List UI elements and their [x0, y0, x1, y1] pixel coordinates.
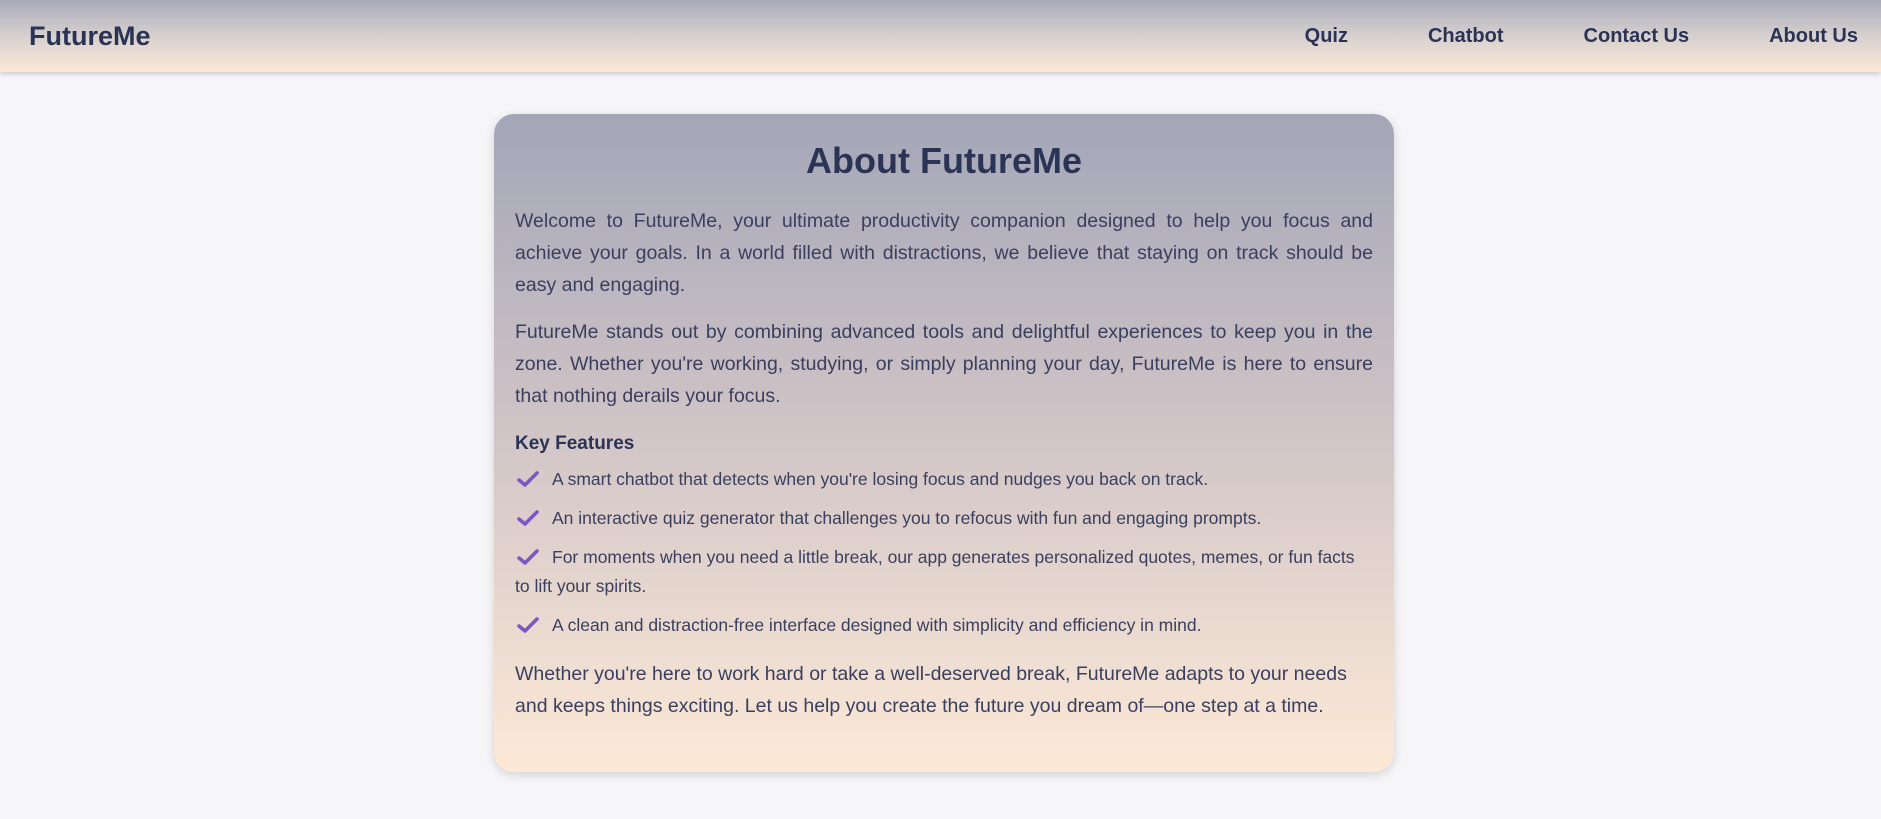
intro-paragraph: Welcome to FutureMe, your ultimate productivity companion designed to help you focus and achieve your goals. In a world filled with distractions, we believe that staying on track should be easy and engaging. — [515, 210, 1373, 297]
features-heading: Key Features — [515, 433, 635, 455]
top-navbar — [0, 0, 1881, 72]
nav-link-chatbot[interactable]: Chatbot — [1427, 24, 1504, 47]
feature-item — [515, 611, 1373, 640]
nav-link-about-us[interactable]: About Us — [1769, 24, 1858, 47]
feature-text: For moments when you need a little break, our app generates personalized quotes, memes, or fun facts to lift your spirits. — [515, 547, 1355, 597]
feature-item — [515, 543, 1373, 601]
feature-item — [515, 504, 1373, 533]
brand-logo[interactable]: FutureMe — [29, 20, 151, 51]
nav-link-contact-us[interactable]: Contact Us — [1583, 24, 1690, 47]
description-paragraph: FutureMe stands out by combining advanced tools and delightful experiences to keep you in the zone. Whether you're working, studying, or simply planning your day, FutureMe is here to ensure that nothing derails your focus. — [515, 321, 1373, 408]
feature-text: A smart chatbot that detects when you're losing focus and nudges you back on track. — [552, 469, 1209, 490]
feature-text: An interactive quiz generator that challenges you to refocus with fun and engaging prompts. — [552, 508, 1262, 529]
main-nav — [1305, 25, 1858, 48]
about-card — [494, 114, 1394, 772]
features-list — [515, 465, 1373, 640]
page-title: About FutureMe — [806, 140, 1082, 181]
check-icon — [517, 617, 539, 633]
check-icon — [517, 510, 539, 526]
nav-link-quiz[interactable]: Quiz — [1304, 24, 1348, 47]
feature-text: A clean and distraction-free interface designed with simplicity and efficiency in mind. — [552, 615, 1202, 636]
check-icon — [517, 471, 539, 487]
feature-item — [515, 465, 1373, 494]
check-icon — [517, 549, 539, 565]
closing-paragraph: Whether you're here to work hard or take a well-deserved break, FutureMe adapts to your needs and keeps things exciting. Let us help you create the future you dream of—one step at a time. — [515, 663, 1347, 718]
